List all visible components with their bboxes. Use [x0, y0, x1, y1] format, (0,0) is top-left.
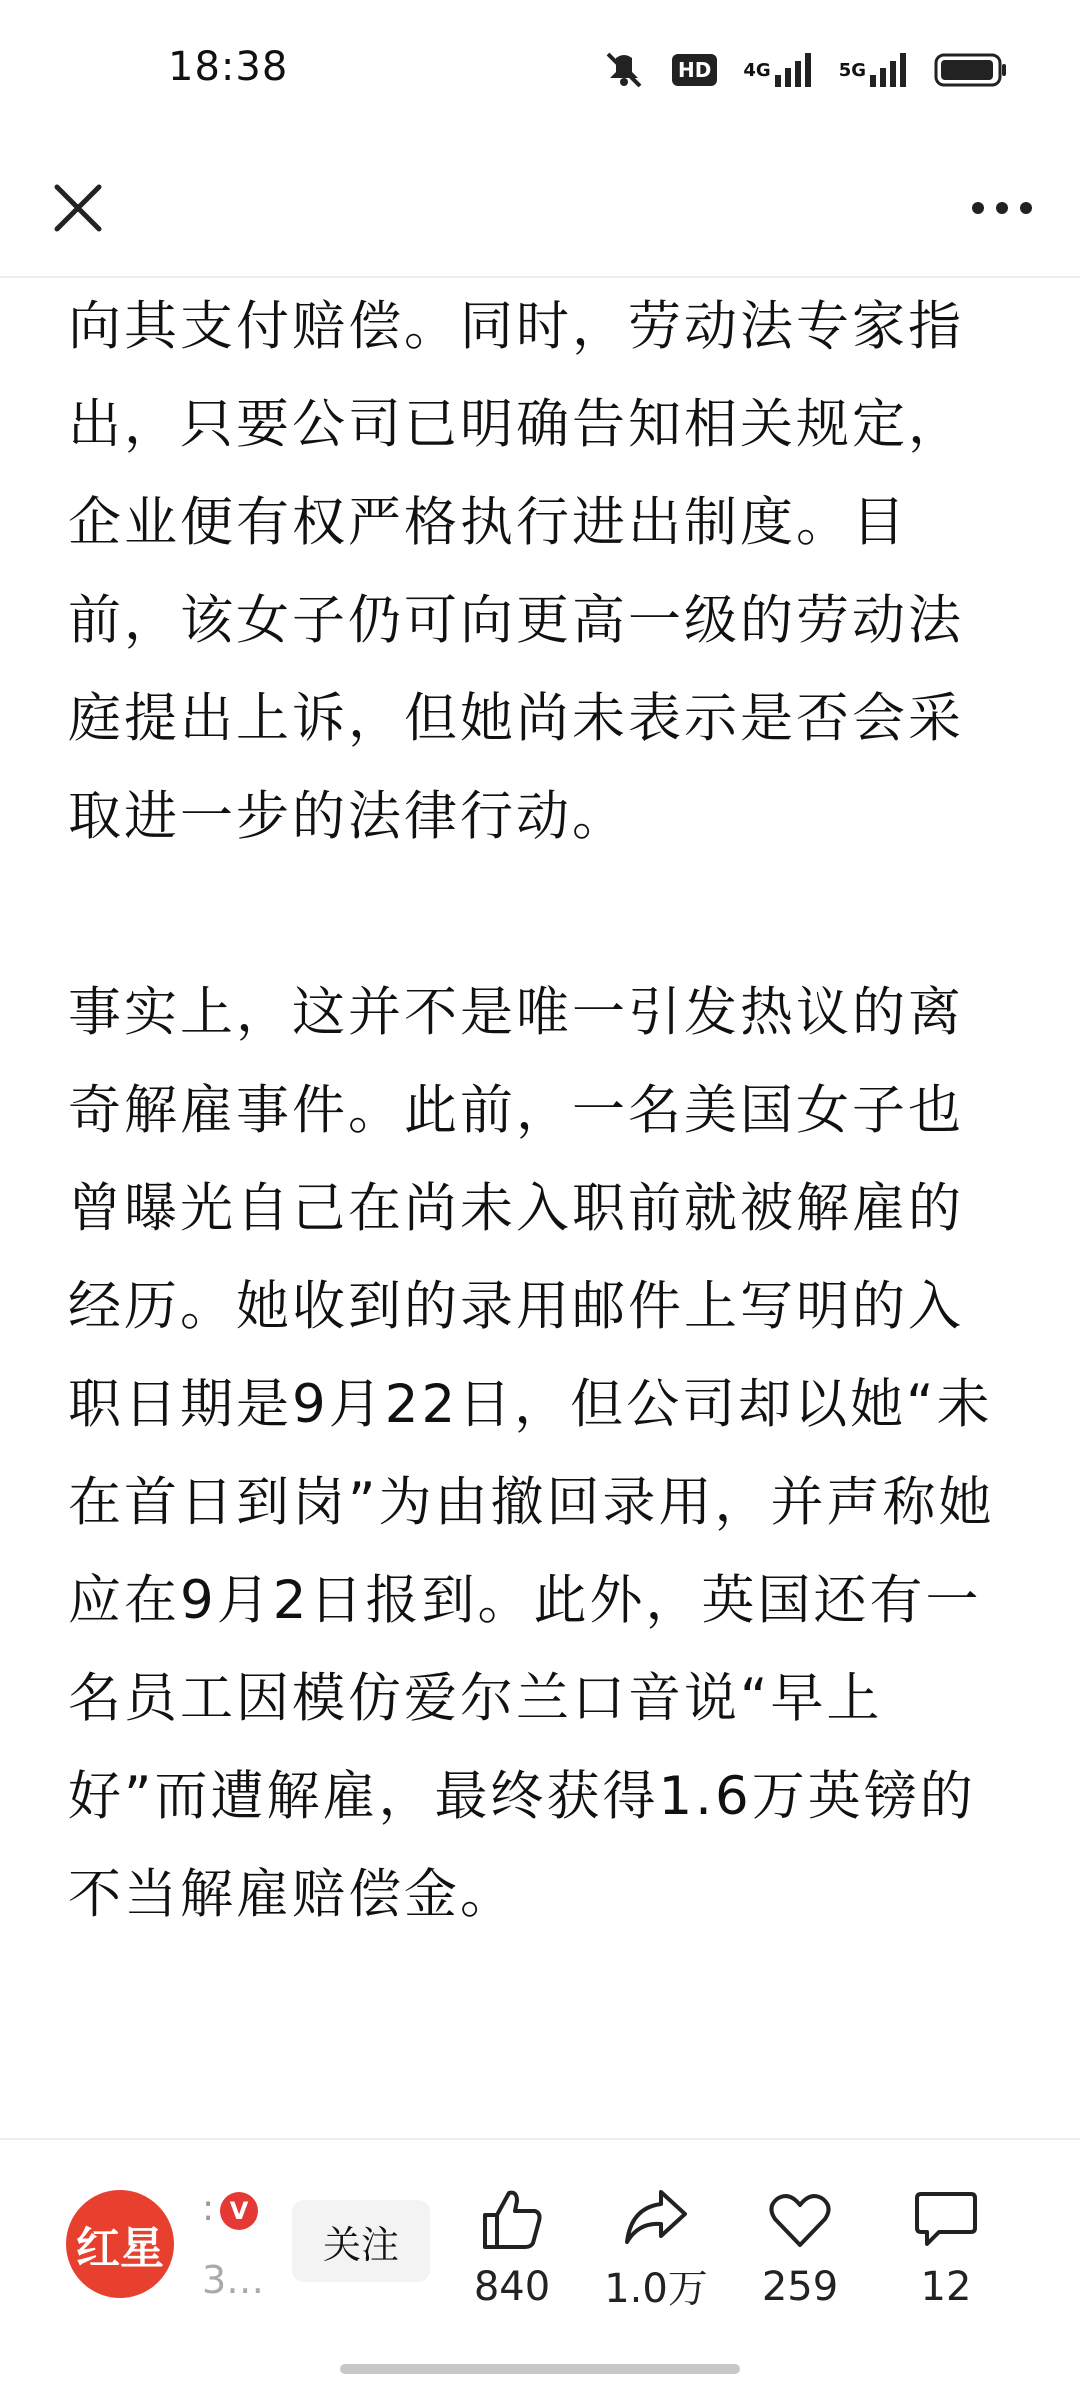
author-avatar[interactable] [66, 2190, 174, 2298]
follow-button[interactable]: 关注 [292, 2200, 430, 2282]
net-4g-label: 4G [743, 59, 771, 81]
share-icon [623, 2186, 689, 2246]
thumbs-up-icon [479, 2187, 545, 2251]
mute-icon [602, 50, 646, 90]
net-5g-label: 5G [838, 59, 866, 81]
more-button[interactable] [964, 170, 1040, 246]
comment-button[interactable] [876, 2184, 1016, 2314]
close-button[interactable] [40, 170, 116, 246]
avatar-text: 红星 [76, 2223, 164, 2274]
verified-badge: V [220, 2192, 258, 2230]
battery-icon [934, 53, 1008, 87]
article-body [68, 278, 1018, 1944]
bottom-action-bar [0, 2140, 1080, 2340]
signal-4g-icon [743, 53, 812, 87]
comment-icon [913, 2188, 979, 2250]
status-icons [602, 50, 1008, 90]
status-time: 18:38 [168, 44, 289, 90]
author-name[interactable]: : [202, 2188, 215, 2229]
share-count: 1.0万 [604, 2266, 708, 2312]
more-dots-icon [970, 200, 1034, 216]
author-subtitle: 3… [202, 2258, 265, 2302]
hd-icon: HD [672, 54, 717, 86]
status-bar [0, 0, 1080, 140]
favorite-button[interactable] [730, 2184, 870, 2314]
article-paragraph: 向其支付赔偿。同时，劳动法专家指出，只要公司已明确告知相关规定，企业便有权严格执行进出制度。目前，该女子仍可向更高一级的劳动法庭提出上诉，但她尚未表示是否会采取进一步的法律行动。 [68, 296, 964, 847]
signal-5g-icon [839, 53, 908, 87]
favorite-count: 259 [761, 2264, 839, 2310]
heart-icon [767, 2189, 833, 2249]
close-icon [51, 181, 105, 235]
top-bar [0, 140, 1080, 280]
share-button[interactable] [586, 2184, 726, 2314]
comment-count: 12 [920, 2264, 972, 2310]
like-button[interactable] [442, 2184, 582, 2314]
article-paragraph: 事实上，这并不是唯一引发热议的离奇解雇事件。此前，一名美国女子也曾曝光自己在尚未入职前就被解雇的经历。她收到的录用邮件上写明的入职日期是9月22日，但公司却以她“未在首日到岗”为由撤回录用，并声称她应在9月2日报到。此外，英国还有一名员工因模仿爱尔兰口音说“早上好”而遭解雇，最终获得1.6万英镑的不当解雇赔偿金。 [68, 982, 995, 1925]
home-indicator[interactable] [340, 2364, 740, 2374]
like-count: 840 [473, 2264, 551, 2310]
